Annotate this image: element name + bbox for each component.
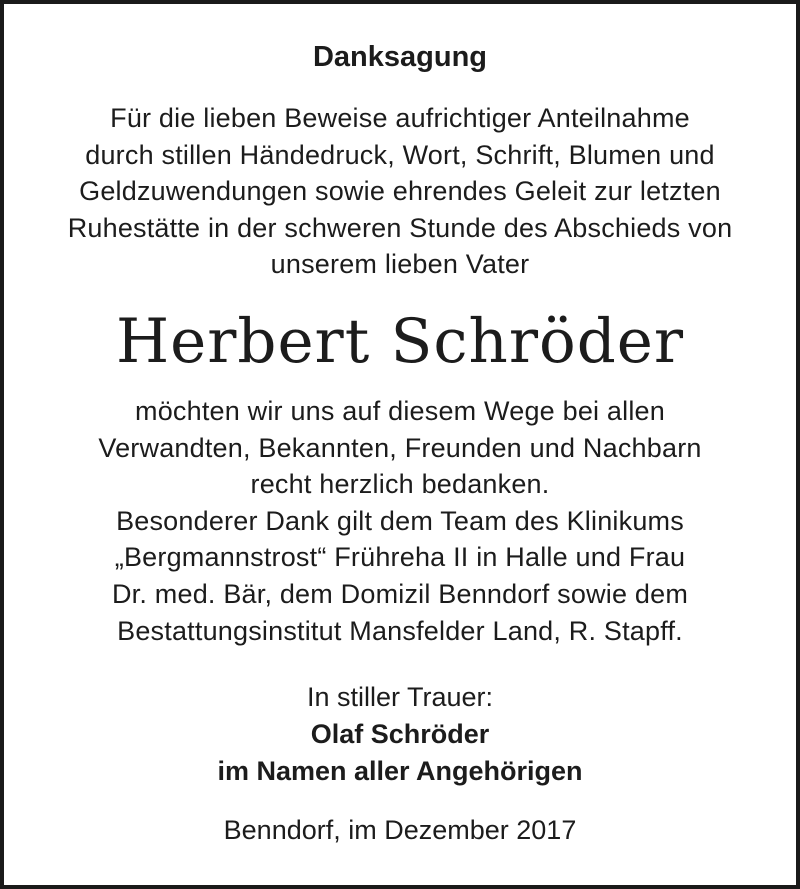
intro-line: durch stillen Händedruck, Wort, Schrift, Blumen und [85, 139, 715, 170]
signer-name: Olaf Schröder [310, 719, 490, 749]
signer-relation: im Namen aller Angehörigen [217, 756, 583, 786]
place-and-date: Benndorf, im Dezember 2017 [223, 815, 577, 845]
thanks-line: Dr. med. Bär, dem Domizil Benndorf sowie dem [111, 578, 689, 609]
mourning-label: In stiller Trauer: [306, 682, 494, 712]
thanks-line: „Bergmannstrost“ Frühreha II in Halle und Frau [114, 542, 686, 573]
intro-line: Ruhestätte in der schweren Stunde des Abschieds von [67, 212, 733, 243]
intro-line: Geldzuwendungen sowie ehrendes Geleit zur letzten [79, 176, 721, 207]
intro-line: Für die lieben Beweise aufrichtiger Anteilnahme [110, 103, 690, 133]
intro-paragraph [14, 100, 786, 283]
thanks-line: Besonderer Dank gilt dem Team des Klinikums [116, 505, 684, 536]
thanks-line: Bestattungsinstitut Mansfelder Land, R. Stapff. [117, 615, 683, 646]
intro-line: unserem lieben Vater [270, 249, 530, 280]
thanks-line: möchten wir uns auf diesem Wege bei allen [135, 396, 665, 426]
thanks-line: recht herzlich bedanken. [250, 469, 550, 500]
deceased-name: Herbert Schröder [115, 306, 685, 377]
thanks-line: Verwandten, Bekannten, Freunden und Nachbarn [98, 432, 702, 463]
thanks-paragraph [14, 393, 786, 649]
notice-heading: Danksagung [312, 41, 488, 73]
